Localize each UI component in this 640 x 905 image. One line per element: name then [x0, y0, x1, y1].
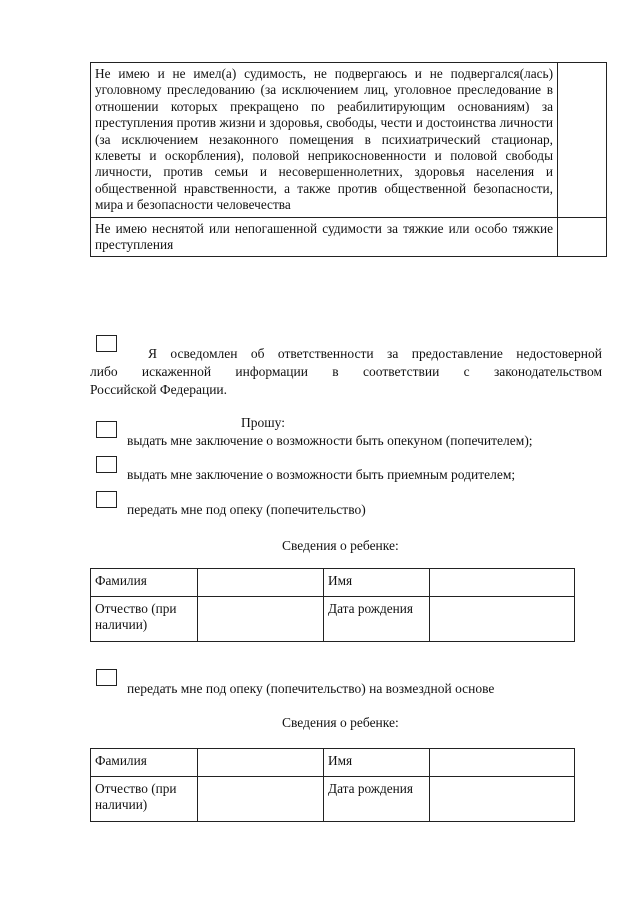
name-label: Имя	[324, 569, 430, 597]
patronymic-field[interactable]	[198, 597, 324, 642]
declaration-text: Не имею и не имел(а) судимость, не подвергаюсь и не подвергался(лась) уголовному преследованию (за исключением лиц, уголовное преследование в отношении которых прекращено по реабилитирующим основаниям) за преступления против жизни и здоровья, свободы, чести и достоинства личности (за исключением незаконного помещения в психиатрический стационар, клеветы и оскорбления), половой неприкосновенности и половой свободы личности, против семьи и несовершеннолетних, здоровья населения и общественной нравственности, а также против общественной безопасности, мира и безопасности человечества	[91, 63, 558, 218]
guardian-conclusion-label: выдать мне заключение о возможности быть опекуном (попечителем);	[127, 433, 533, 448]
surname-label: Фамилия	[91, 569, 198, 597]
declaration-text: Не имею неснятой или непогашенной судимости за тяжкие или особо тяжкие преступления	[91, 217, 558, 257]
birthdate-label: Дата рождения	[324, 597, 430, 642]
child-info-table	[90, 748, 575, 822]
birthdate-field[interactable]	[430, 597, 575, 642]
guardianship-checkbox[interactable]	[96, 491, 117, 508]
child-info-table	[90, 568, 575, 642]
acknowledgement-line-2: либо искаженной информации в соответствии с законодательством	[90, 364, 602, 379]
declaration-table	[90, 62, 607, 257]
acknowledgement-line-1: Я осведомлен об ответственности за предоставление недостоверной	[148, 346, 602, 361]
declaration-mark-cell[interactable]	[558, 63, 607, 218]
declaration-row	[91, 63, 607, 218]
birthdate-label: Дата рождения	[324, 777, 430, 822]
surname-label: Фамилия	[91, 749, 198, 777]
guardianship-label: передать мне под опеку (попечительство)	[127, 502, 366, 517]
declaration-row	[91, 217, 607, 257]
acknowledgement-line-3: Российской Федерации.	[90, 382, 228, 397]
name-label: Имя	[324, 749, 430, 777]
patronymic-label: Отчество (при наличии)	[91, 777, 198, 822]
surname-field[interactable]	[198, 749, 324, 777]
child-info-heading: Сведения о ребенке:	[282, 538, 399, 553]
paid-guardianship-label: передать мне под опеку (попечительство) на возмездной основе	[127, 681, 495, 696]
request-heading: Прошу:	[241, 415, 285, 430]
foster-conclusion-checkbox[interactable]	[96, 456, 117, 473]
foster-conclusion-label: выдать мне заключение о возможности быть приемным родителем;	[127, 467, 516, 482]
patronymic-label: Отчество (при наличии)	[91, 597, 198, 642]
guardian-conclusion-checkbox[interactable]	[96, 421, 117, 438]
acknowledgement-checkbox[interactable]	[96, 335, 117, 352]
child-info-heading: Сведения о ребенке:	[282, 715, 399, 730]
name-field[interactable]	[430, 749, 575, 777]
birthdate-field[interactable]	[430, 777, 575, 822]
name-field[interactable]	[430, 569, 575, 597]
paid-guardianship-checkbox[interactable]	[96, 669, 117, 686]
declaration-mark-cell[interactable]	[558, 217, 607, 257]
surname-field[interactable]	[198, 569, 324, 597]
patronymic-field[interactable]	[198, 777, 324, 822]
